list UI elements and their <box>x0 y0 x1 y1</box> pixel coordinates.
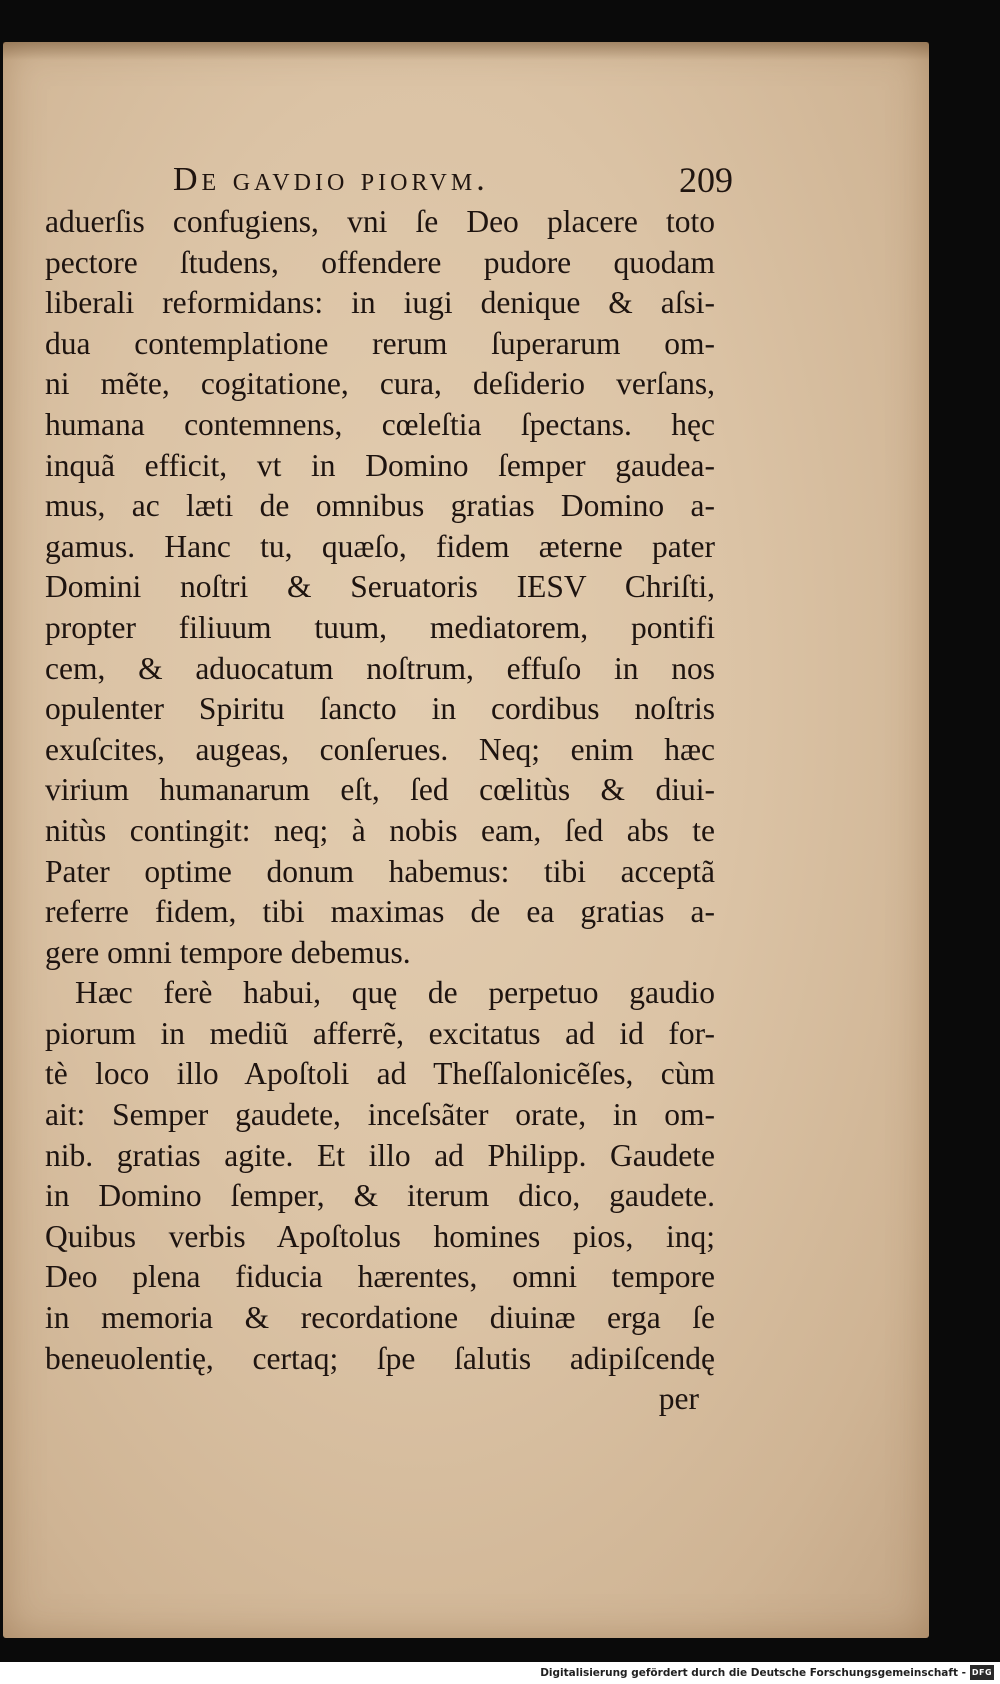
text-line: piorum in mediũ afferrẽ, excitatus ad id for- <box>45 1015 715 1051</box>
text-line: mus, ac læti de omnibus gratias Domino a- <box>45 488 715 524</box>
text-line: opulenter Spiritu ſancto in cordibus noſtris <box>45 691 715 727</box>
text-line: in memoria & recordatione diuinæ erga ſe <box>45 1300 715 1336</box>
text-line: virium humanarum eſt, ſed cœlitùs & diui- <box>45 772 715 808</box>
text-line: nitùs contingit: neq; à nobis eam, ſed abs te <box>45 812 715 848</box>
text-line: liberali reformidans: in iugi denique & aſsi- <box>45 285 715 321</box>
text-line: propter filiuum tuum, mediatorem, pontifi <box>45 609 715 645</box>
text-line: Hæc ferè habui, quę de perpetuo gaudio <box>75 975 715 1011</box>
running-title: De gavdio piorvm. <box>173 161 489 198</box>
text-line: Quibus verbis Apoſtolus homines pios, inq; <box>45 1218 715 1254</box>
dfg-logo-icon: DFG <box>970 1665 994 1680</box>
text-line: pectore ſtudens, offendere pudore quodam <box>45 244 715 280</box>
text-line: ni mẽte, cogitatione, cura, deſiderio verſans, <box>45 366 715 402</box>
text-line: aduerſis confugiens, vni ſe Deo placere toto <box>45 204 715 239</box>
digitization-credit: Digitalisierung gefördert durch die Deutsche Forschungsgemeinschaft - <box>540 1667 966 1679</box>
digitization-credit-bar <box>0 1662 1000 1684</box>
text-line: exuſcites, augeas, conſerues. Neq; enim hæc <box>45 731 715 767</box>
text-line: tè loco illo Apoſtoli ad Theſſalonicẽſes, cùm <box>45 1056 715 1092</box>
book-page <box>3 42 929 1638</box>
text-line: gamus. Hanc tu, quæſo, fidem æterne pater <box>45 528 715 564</box>
text-line: in Domino ſemper, & iterum dico, gaudete. <box>45 1178 715 1214</box>
running-head <box>173 160 733 200</box>
text-line: dua contemplatione rerum ſuperarum om- <box>45 325 715 361</box>
text-line: gere omni tempore debemus. <box>45 934 411 970</box>
text-line: referre fidem, tibi maximas de ea gratias a- <box>45 894 715 930</box>
text-line: cem, & aduocatum noſtrum, effuſo in nos <box>45 650 715 686</box>
text-line: nib. gratias agite. Et illo ad Philipp. Gaudete <box>45 1137 715 1173</box>
text-line: inquã efficit, vt in Domino ſemper gaudea- <box>45 447 715 483</box>
text-line: ait: Semper gaudete, inceſsãter orate, in om- <box>45 1097 715 1133</box>
page-number: 209 <box>679 160 733 200</box>
text-line: Deo plena fiducia hærentes, omni tempore <box>45 1259 715 1295</box>
text-line: humana contemnens, cœleſtia ſpectans. hęc <box>45 406 715 442</box>
text-line: beneuolentię, certaq; ſpe ſalutis adipiſcendę <box>45 1340 715 1376</box>
body-text <box>45 202 715 1420</box>
catchword: per <box>658 1381 699 1417</box>
text-line: Pater optime donum habemus: tibi acceptã <box>45 853 715 889</box>
text-line: Domini noſtri & Seruatoris IESV Chriſti, <box>45 569 715 605</box>
